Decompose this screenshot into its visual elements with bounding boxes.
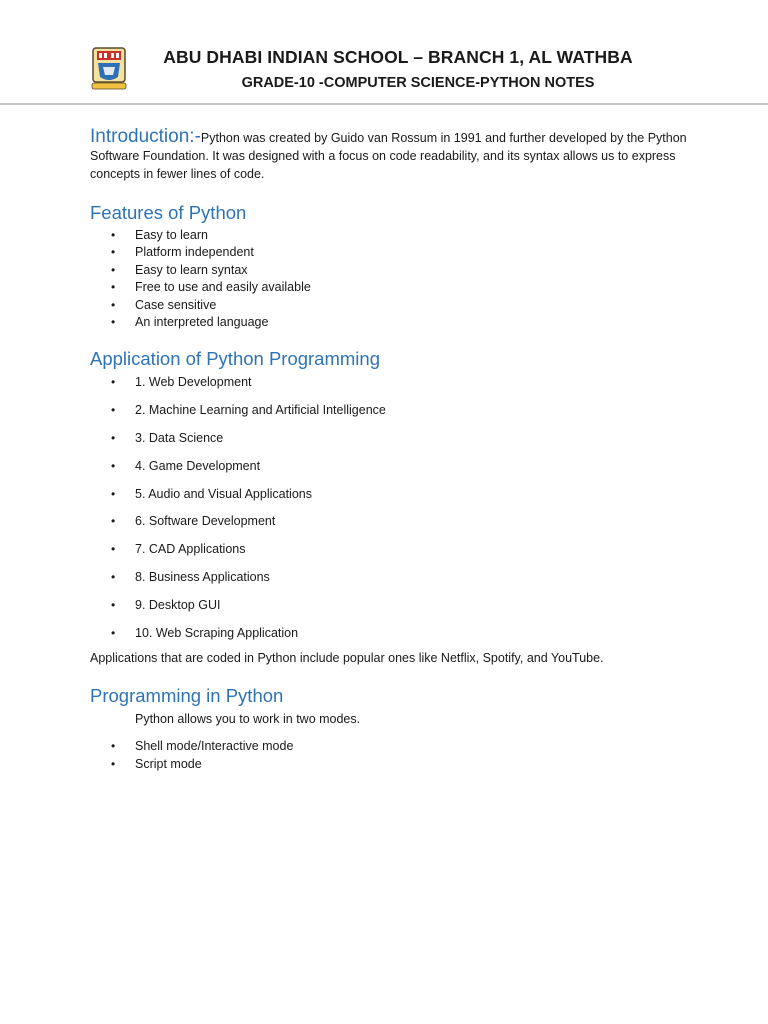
bullet-icon: • <box>111 262 116 277</box>
list-item: • 5. Audio and Visual Applications <box>111 486 312 501</box>
list-item: • 6. Software Development <box>111 514 276 529</box>
list-item: • 3. Data Science <box>111 431 224 446</box>
header-divider <box>0 101 768 107</box>
modes-list <box>90 737 702 773</box>
modes-intro-text: Python allows you to work in two modes. <box>135 712 361 727</box>
list-item: • Free to use and easily available <box>90 279 702 296</box>
list-item: • Case sensitive <box>90 297 702 314</box>
list-item: • Shell mode/Interactive mode <box>111 739 294 754</box>
features-list <box>90 227 702 331</box>
applications-list <box>90 373 702 641</box>
programming-heading: Programming in Python <box>90 685 284 707</box>
bullet-icon: • <box>111 486 116 501</box>
bullet-icon: • <box>111 597 116 612</box>
bullet-icon: • <box>111 570 116 585</box>
bullet-icon: • <box>111 280 116 295</box>
bullet-icon: • <box>111 245 116 260</box>
list-item: • Easy to learn <box>90 227 702 244</box>
list-item: • Easy to learn syntax <box>90 262 702 279</box>
introduction-text: Python was created by Guido van Rossum in 1991 and further developed by the Python Software Foundation. It was designed with a focus on code readability, and its syntax allows us to express concepts in fewer lines of code. <box>90 131 687 181</box>
bullet-icon: • <box>111 431 116 446</box>
bullet-icon: • <box>111 375 116 390</box>
bullet-icon: • <box>111 228 116 242</box>
list-item: • 10. Web Scraping Application <box>111 625 299 640</box>
features-heading: Features of Python <box>90 202 247 223</box>
list-item: • Script mode <box>111 757 202 772</box>
list-item: • 8. Business Applications <box>111 570 270 585</box>
list-item: • 1. Web Development <box>111 375 252 390</box>
list-item: • Platform independent <box>90 244 702 261</box>
bullet-icon: • <box>111 458 116 473</box>
bullet-icon: • <box>111 625 116 640</box>
bullet-icon: • <box>111 315 116 330</box>
introduction-label: Introduction:- <box>90 126 201 147</box>
list-item: • 9. Desktop GUI <box>111 597 221 612</box>
bullet-icon: • <box>111 514 116 529</box>
bullet-icon: • <box>111 297 116 312</box>
applications-note: Applications that are coded in Python include popular ones like Netflix, Spotify, and YouTube. <box>90 651 604 666</box>
document-subtitle: GRADE-10 -COMPUTER SCIENCE-PYTHON NOTES <box>241 75 595 91</box>
bullet-icon: • <box>111 739 116 754</box>
bullet-icon: • <box>111 403 116 418</box>
list-item: • 2. Machine Learning and Artificial Intelligence <box>111 403 386 418</box>
school-name: ABU DHABI INDIAN SCHOOL – BRANCH 1, AL WATHBA <box>163 47 633 67</box>
bullet-icon: • <box>111 542 116 557</box>
applications-heading: Application of Python Programming <box>90 348 380 370</box>
document-body <box>90 128 702 773</box>
list-item: • 7. CAD Applications <box>111 542 246 557</box>
bullet-icon: • <box>111 757 116 772</box>
list-item: • 4. Game Development <box>111 458 261 473</box>
list-item: • An interpreted language <box>90 314 702 331</box>
page-header <box>0 0 768 106</box>
introduction-paragraph <box>90 128 702 183</box>
